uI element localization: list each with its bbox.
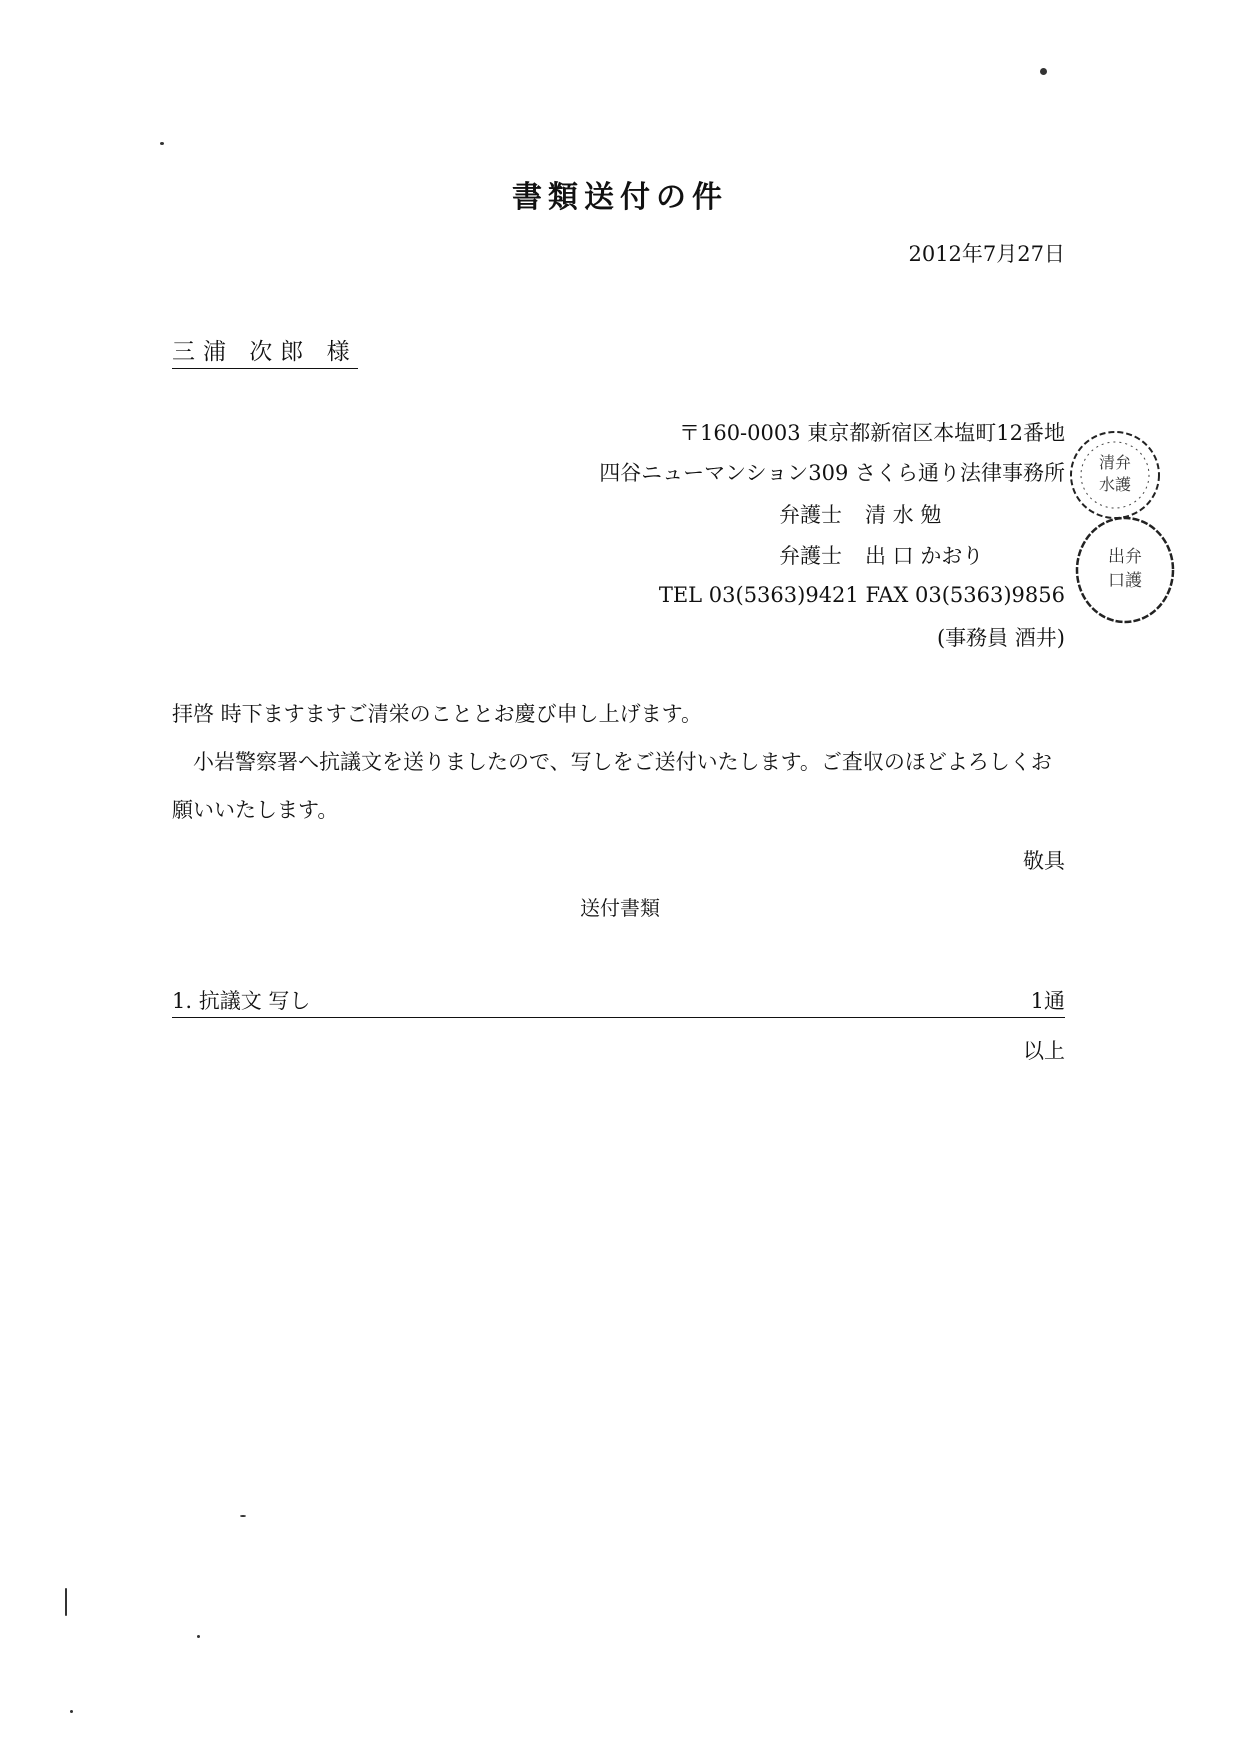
scan-speck — [240, 1515, 246, 1517]
scan-speck — [160, 142, 164, 145]
lawyer-row — [779, 499, 1065, 529]
enclosures-heading: 送付書類 — [580, 896, 660, 920]
scan-speck — [1040, 68, 1047, 75]
sender-office: 四谷ニューマンション309 さくら通り法律事務所 — [599, 461, 1065, 485]
scan-speck — [197, 1635, 200, 1638]
svg-text:清弁: 清弁 — [1098, 453, 1132, 472]
seal-stamp-shimizu — [1071, 432, 1159, 518]
seal-stamp-deguchi — [1077, 518, 1173, 622]
seal-stamps — [1070, 430, 1190, 630]
enclosure-quantity: 1通 — [1030, 989, 1065, 1013]
enclosure-item — [172, 985, 1065, 1018]
body-paragraph: 小岩警察署へ抗議文を送りましたので、写しをご送付いたします。ご査収のほどよろしくお願いいたします。 — [172, 750, 1052, 822]
document-date: 2012年7月27日 — [908, 242, 1065, 266]
document-title: 書類送付の件 — [512, 180, 728, 215]
lawyer-name: 清 水 勉 — [865, 503, 942, 527]
sender-phone-fax: TEL 03(5363)9421 FAX 03(5363)9856 — [658, 583, 1065, 607]
sender-postal-address: 〒160-0003 東京都新宿区本塩町12番地 — [678, 421, 1065, 445]
scan-speck — [65, 1588, 67, 1616]
sender-clerk: (事務員 酒井) — [936, 626, 1065, 650]
lawyer-name: 出 口 かおり — [865, 544, 984, 568]
svg-text:出弁: 出弁 — [1108, 547, 1142, 567]
lawyer-title: 弁護士 — [779, 544, 842, 568]
enclosure-label: 1. 抗議文 写し — [172, 989, 311, 1013]
lawyer-row — [779, 540, 1065, 570]
svg-text:口護: 口護 — [1108, 571, 1142, 591]
addressee: 三浦 次郎 様 — [172, 333, 358, 369]
lawyer-title: 弁護士 — [779, 503, 842, 527]
greeting: 拝啓 時下ますますご清栄のこととお慶び申し上げます。 — [172, 702, 702, 726]
closing: 敬具 — [1023, 849, 1065, 873]
svg-text:水護: 水護 — [1098, 475, 1132, 494]
scan-speck — [70, 1710, 73, 1713]
end-mark: 以上 — [1023, 1039, 1065, 1063]
